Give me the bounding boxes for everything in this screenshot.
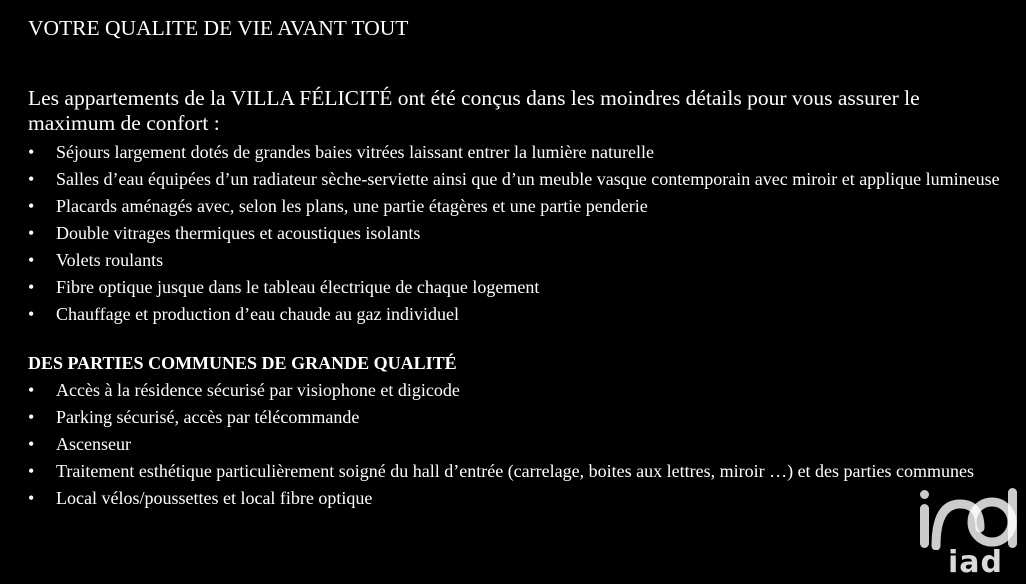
list-item: • Accès à la résidence sécurisé par visiophone et digicode <box>28 380 1003 401</box>
intro-paragraph: Les appartements de la VILLA FÉLICITÉ ont été conçus dans les moindres détails pour vous assurer le maximum de confort : <box>28 86 920 135</box>
document-page <box>28 14 1003 515</box>
list-item: • Double vitrages thermiques et acoustiques isolants <box>28 223 1003 244</box>
list-item: • Chauffage et production d’eau chaude au gaz individuel <box>28 304 1003 325</box>
iad-logo-text: iad <box>948 545 1004 580</box>
iad-logo-icon <box>914 488 1018 550</box>
page-title: VOTRE QUALITE DE VIE AVANT TOUT <box>28 16 409 40</box>
list-item: • Placards aménagés avec, selon les plans, une partie étagères et une partie penderie <box>28 196 1003 217</box>
list-item: • Traitement esthétique particulièrement soigné du hall d’entrée (carrelage, boites aux lettres, miroir …) et des parties communes <box>28 461 1003 482</box>
list-item: • Local vélos/poussettes et local fibre optique <box>28 488 1003 509</box>
iad-watermark <box>910 488 1020 582</box>
list-item: • Ascenseur <box>28 434 1003 455</box>
section-heading: DES PARTIES COMMUNES DE GRANDE QUALITÉ <box>28 353 457 373</box>
list-item: • Volets roulants <box>28 250 1003 271</box>
features-list <box>28 142 1003 325</box>
list-item: • Salles d’eau équipées d’un radiateur sèche-serviette ainsi que d’un meuble vasque contemporain avec miroir et applique lumineuse <box>28 169 1003 190</box>
list-item: • Séjours largement dotés de grandes baies vitrées laissant entrer la lumière naturelle <box>28 142 1003 163</box>
common-areas-list <box>28 380 1003 509</box>
list-item: • Fibre optique jusque dans le tableau électrique de chaque logement <box>28 277 1003 298</box>
list-item: • Parking sécurisé, accès par télécommande <box>28 407 1003 428</box>
